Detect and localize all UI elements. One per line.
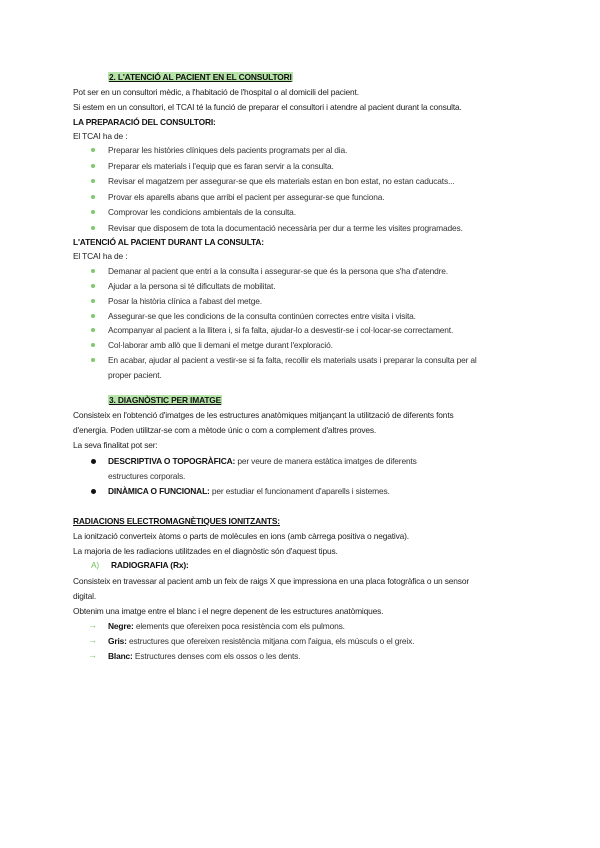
paragraph: Pot ser en un consultori mèdic, a l'habitació de l'hospital o al domicili del pacient. [73, 87, 359, 97]
list-item-continuation: estructures corporals. [108, 471, 186, 481]
paragraph: d'energia. Poden utilitzar-se com a mètode únic o com a complement d'altres proves. [73, 425, 377, 435]
arrow-right-icon: → [88, 620, 97, 630]
list-item: Gris: estructures que ofereixen resistència mitjana com l'aigua, els músculs o el greix. [108, 636, 415, 646]
radiation-heading: RADIACIONS ELECTROMAGNÈTIQUES IONITZANTS: [73, 516, 280, 526]
list-item: Blanc: Estructures denses com els ossos o les dents. [108, 651, 301, 661]
bullet-icon [91, 195, 95, 199]
list-item: En acabar, ajudar al pacient a vestir-se si fa falta, recollir els materials usats i preparar la consulta per al [108, 355, 477, 365]
paragraph: Si estem en un consultori, el TCAI té la funció de preparar el consultori i atendre al pacient durant la consulta. [73, 102, 462, 112]
arrow-right-icon: → [88, 635, 97, 645]
arrow-right-icon: → [88, 650, 97, 660]
bullet-icon [91, 328, 95, 332]
list-item: Negre: elements que ofereixen poca resistència com els pulmons. [108, 621, 345, 631]
list-item: Demanar al pacient que entri a la consulta i assegurar-se que és la persona que s'ha d'atendre. [108, 266, 448, 276]
list-item: Revisar el magatzem per assegurar-se que els materials estan en bon estat, no estan caducats... [108, 176, 455, 186]
paragraph: La ionització converteix àtoms o parts de molècules en ions (amb càrrega positiva o negativa). [73, 531, 409, 541]
bullet-icon [91, 269, 95, 273]
list-item-continuation: proper pacient. [108, 370, 162, 380]
bullet-icon [91, 148, 95, 152]
list-item: Posar la història clínica a l'abast del metge. [108, 296, 262, 306]
list-item: Acompanyar al pacient a la llitera i, si fa falta, ajudar-lo a desvestir-se i col·locar-se correctament. [108, 325, 454, 335]
paragraph: La majoria de les radiacions utilitzades en el diagnòstic són d'aquest tipus. [73, 546, 338, 556]
list-item: Preparar els materials i l'equip que es faran servir a la consulta. [108, 161, 334, 171]
list-item: Comprovar les condicions ambientals de la consulta. [108, 207, 296, 217]
bullet-icon [91, 489, 96, 494]
list-item: DESCRIPTIVA O TOPOGRÀFICA: per veure de manera estàtica imatges de diferents [108, 456, 417, 466]
list-item: Preparar les històries clíniques dels pacients programats per al dia. [108, 145, 348, 155]
section-2-heading: 2. L'ATENCIÓ AL PACIENT EN EL CONSULTORI [109, 72, 292, 82]
bullet-icon [91, 299, 95, 303]
bullet-icon [91, 343, 95, 347]
list-item: Assegurar-se que les condicions de la consulta continúen correctes entre visita i visita. [108, 311, 416, 321]
list-item: Revisar que disposem de tota la documentació necessària per dur a terme les visites programades. [108, 223, 463, 233]
section-3-heading: 3. DIAGNÒSTIC PER IMATGE [109, 395, 222, 405]
list-item: Col·laborar amb allò que li demani el metge durant l'exploració. [108, 340, 333, 350]
attention-heading: L'ATENCIÓ AL PACIENT DURANT LA CONSULTA: [73, 237, 264, 247]
preparation-intro: El TCAI ha de : [73, 131, 128, 141]
attention-intro: El TCAI ha de : [73, 251, 128, 261]
bullet-icon [91, 210, 95, 214]
paragraph: Consisteix en travessar al pacient amb un feix de raigs X que impressiona en una placa fotogràfica o un sensor [73, 576, 469, 586]
radiography-heading: RADIOGRAFIA (Rx): [111, 560, 189, 570]
bullet-icon [91, 358, 95, 362]
bullet-icon [91, 314, 95, 318]
paragraph: Obtenim una imatge entre el blanc i el negre depenent de les estructures anatòmiques. [73, 606, 384, 616]
bullet-icon [91, 164, 95, 168]
paragraph: Consisteix en l'obtenció d'imatges de les estructures anatòmiques mitjançant la utilització de diferents fonts [73, 410, 454, 420]
bullet-icon [91, 459, 96, 464]
list-item: Provar els aparells abans que arribi el pacient per assegurar-se que funciona. [108, 192, 385, 202]
paragraph: La seva finalitat pot ser: [73, 440, 158, 450]
bullet-icon [91, 179, 95, 183]
list-item: Ajudar a la persona si té dificultats de mobilitat. [108, 281, 276, 291]
preparation-heading: LA PREPARACIÓ DEL CONSULTORI: [73, 117, 216, 127]
list-item: DINÀMICA O FUNCIONAL: per estudiar el funcionament d'aparells i sistemes. [108, 486, 390, 496]
bullet-icon [91, 284, 95, 288]
sub-letter: A) [91, 560, 100, 570]
paragraph: digital. [73, 591, 97, 601]
bullet-icon [91, 226, 95, 230]
